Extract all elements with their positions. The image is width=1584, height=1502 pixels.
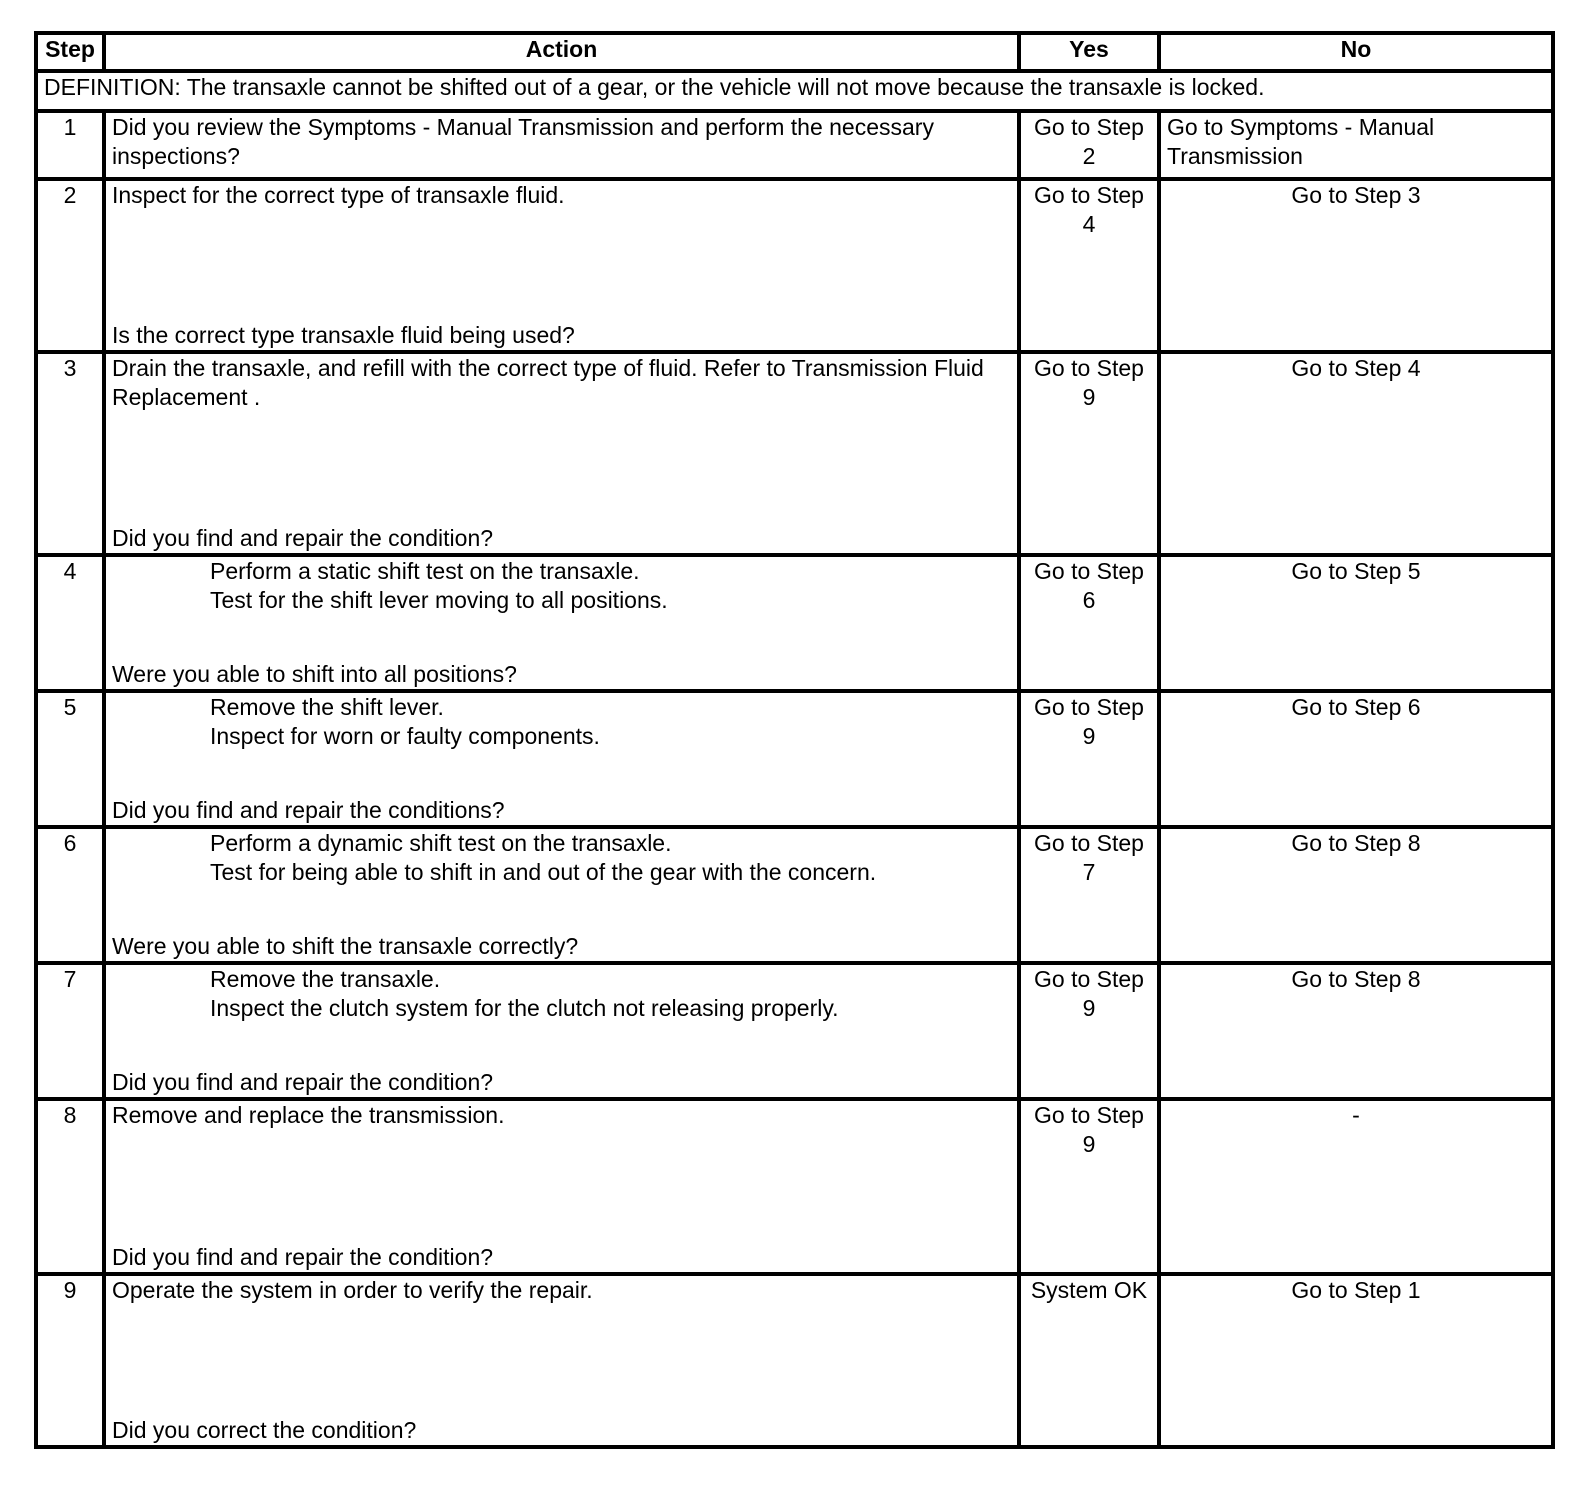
step-number: 7 — [36, 963, 104, 1099]
table-row — [36, 963, 1553, 1099]
diagnostic-table — [34, 31, 1555, 1449]
table-row — [36, 179, 1553, 352]
header-yes: Yes — [1019, 33, 1159, 71]
action-cell — [104, 963, 1019, 1099]
yes-step: 7 — [1082, 859, 1096, 885]
yes-cell — [1019, 1274, 1159, 1447]
instruction-text: Perform a dynamic shift test on the transaxle. — [210, 830, 672, 856]
table-row — [36, 827, 1553, 963]
table-row — [36, 1274, 1553, 1447]
step-number: 4 — [36, 555, 104, 691]
question-text: Is the correct type transaxle fluid being used? — [112, 322, 575, 348]
action-cell — [104, 179, 1019, 352]
action-cell — [104, 111, 1019, 179]
table-row — [36, 111, 1553, 179]
question-text: Did you find and repair the conditions? — [112, 797, 505, 823]
instruction-text: Inspect the clutch system for the clutch not releasing properly. — [210, 995, 839, 1021]
instruction-text: Remove and replace the transmission. — [112, 1102, 505, 1128]
action-cell — [104, 352, 1019, 555]
question-text: Did you correct the condition? — [112, 1417, 417, 1443]
header-row — [36, 33, 1553, 71]
yes-text: Go to Step — [1034, 1102, 1144, 1128]
yes-step: 9 — [1082, 1131, 1096, 1157]
instruction-text: Test for being able to shift in and out of the gear with the concern. — [210, 859, 877, 885]
instruction-text: Operate the system in order to verify the repair. — [112, 1277, 593, 1303]
question-text: Did you find and repair the condition? — [112, 525, 494, 551]
question-text: Were you able to shift the transaxle correctly? — [112, 933, 579, 959]
header-action: Action — [104, 33, 1019, 71]
no-cell: Go to Step 8 — [1159, 827, 1553, 963]
yes-text: System OK — [1030, 1277, 1148, 1303]
yes-cell — [1019, 111, 1159, 179]
instruction-text: Inspect for worn or faulty components. — [210, 723, 600, 749]
step-number: 5 — [36, 691, 104, 827]
yes-step: 2 — [1082, 143, 1096, 169]
yes-cell — [1019, 963, 1159, 1099]
instruction-text: Did you review the Symptoms - Manual Transmission and perform the necessary inspections? — [112, 114, 934, 169]
no-cell: Go to Step 1 — [1159, 1274, 1553, 1447]
no-cell: Go to Step 3 — [1159, 179, 1553, 352]
instruction-text: Test for the shift lever moving to all positions. — [210, 587, 668, 613]
action-cell — [104, 827, 1019, 963]
yes-step: 9 — [1082, 384, 1096, 410]
no-cell: - — [1159, 1099, 1553, 1274]
step-number: 1 — [36, 111, 104, 179]
action-cell — [104, 555, 1019, 691]
step-number: 2 — [36, 179, 104, 352]
action-cell — [104, 1274, 1019, 1447]
no-cell: Go to Step 8 — [1159, 963, 1553, 1099]
instruction-text: Drain the transaxle, and refill with the correct type of fluid. Refer to Transmission Fluid Replacement . — [112, 355, 984, 410]
action-cell — [104, 1099, 1019, 1274]
yes-cell — [1019, 1099, 1159, 1274]
yes-text: Go to Step — [1034, 966, 1144, 992]
action-cell — [104, 691, 1019, 827]
yes-cell — [1019, 352, 1159, 555]
yes-cell — [1019, 827, 1159, 963]
yes-step: 4 — [1082, 211, 1096, 237]
step-number: 6 — [36, 827, 104, 963]
step-number: 3 — [36, 352, 104, 555]
yes-step: 6 — [1082, 587, 1096, 613]
yes-text: Go to Step — [1034, 694, 1144, 720]
question-text: Were you able to shift into all positions? — [112, 661, 517, 687]
table-row — [36, 1099, 1553, 1274]
header-no: No — [1159, 33, 1553, 71]
yes-step: 9 — [1082, 995, 1096, 1021]
yes-cell — [1019, 555, 1159, 691]
table-row — [36, 352, 1553, 555]
step-number: 8 — [36, 1099, 104, 1274]
definition-row — [36, 71, 1553, 111]
yes-cell — [1019, 179, 1159, 352]
yes-cell — [1019, 691, 1159, 827]
no-cell: Go to Step 6 — [1159, 691, 1553, 827]
instruction-text: Remove the shift lever. — [210, 694, 444, 720]
question-text: Did you find and repair the condition? — [112, 1244, 494, 1270]
no-cell: Go to Symptoms - Manual Transmission — [1159, 111, 1553, 179]
instruction-text: Remove the transaxle. — [210, 966, 441, 992]
yes-text: Go to Step — [1034, 830, 1144, 856]
yes-text: Go to Step — [1034, 355, 1144, 381]
table-row — [36, 555, 1553, 691]
yes-text: Go to Step — [1034, 182, 1144, 208]
instruction-text: Perform a static shift test on the transaxle. — [210, 558, 640, 584]
step-number: 9 — [36, 1274, 104, 1447]
no-cell: Go to Step 4 — [1159, 352, 1553, 555]
yes-text: Go to Step — [1034, 114, 1144, 140]
yes-text: Go to Step — [1034, 558, 1144, 584]
no-cell: Go to Step 5 — [1159, 555, 1553, 691]
header-step: Step — [36, 33, 104, 71]
table-row — [36, 691, 1553, 827]
definition-text: DEFINITION: The transaxle cannot be shifted out of a gear, or the vehicle will not move because the transaxle is locked. — [36, 71, 1553, 111]
instruction-text: Inspect for the correct type of transaxle fluid. — [112, 182, 565, 208]
yes-step: 9 — [1082, 723, 1096, 749]
question-text: Did you find and repair the condition? — [112, 1069, 494, 1095]
